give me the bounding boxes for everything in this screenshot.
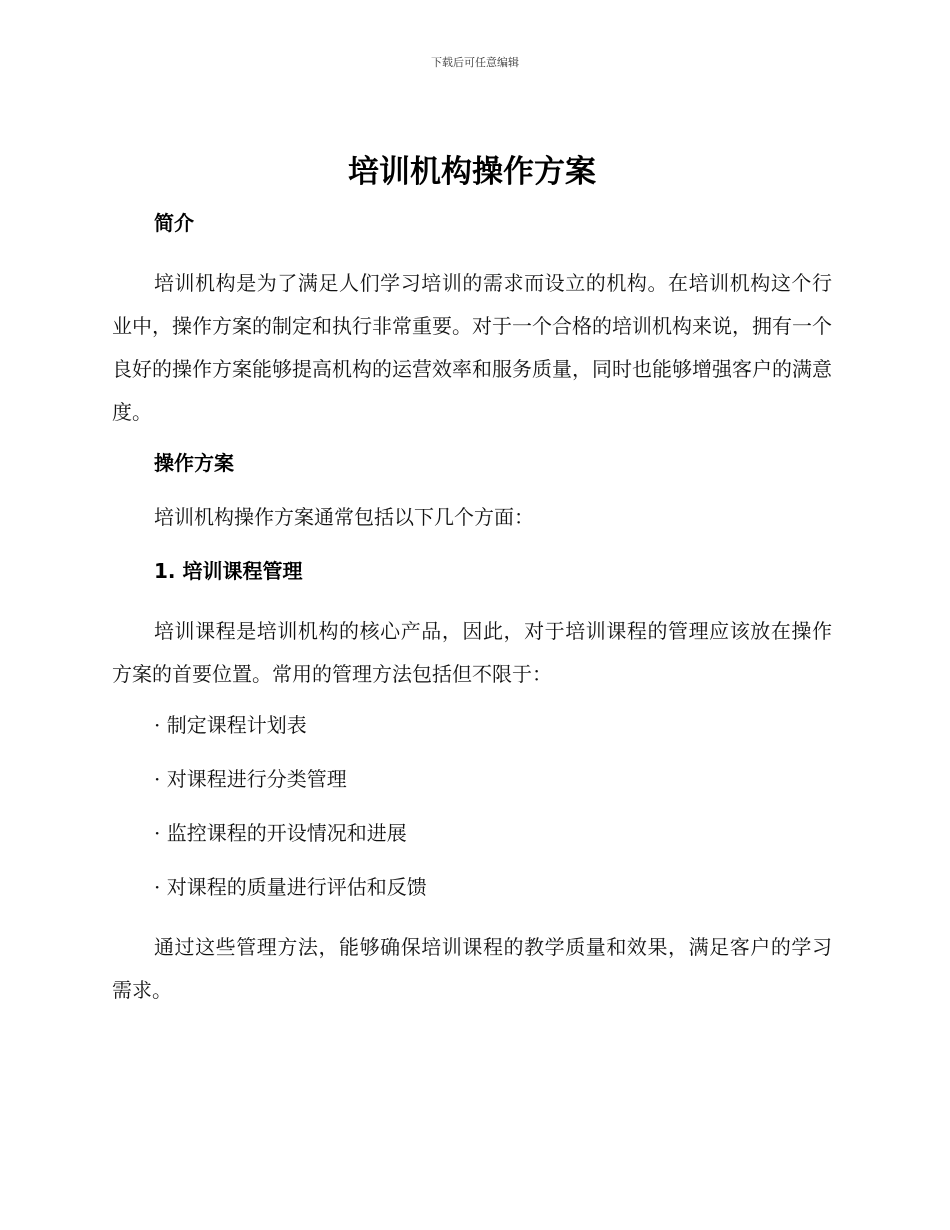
bullet-item: · 制定课程计划表 xyxy=(154,713,307,737)
course-paragraph: 培训课程是培训机构的核心产品，因此，对于培训课程的管理应该放在操作方案的首要位置。常用的管理方法包括但不限于： xyxy=(112,619,832,686)
plan-heading: 操作方案 xyxy=(154,451,234,475)
intro-heading: 简介 xyxy=(154,211,194,235)
course-heading: 1. 培训课程管理 xyxy=(154,559,303,583)
bullet-item: · 对课程进行分类管理 xyxy=(154,767,347,791)
document-body xyxy=(112,148,832,1023)
bullet-item: · 对课程的质量进行评估和反馈 xyxy=(154,875,427,899)
bullet-item: · 监控课程的开设情况和进展 xyxy=(154,821,407,845)
closing-paragraph: 通过这些管理方法，能够确保培训课程的教学质量和效果，满足客户的学习需求。 xyxy=(112,935,832,1002)
header-note: 下载后可任意编辑 xyxy=(431,56,519,69)
intro-paragraph: 培训机构是为了满足人们学习培训的需求而设立的机构。在培训机构这个行业中，操作方案的制定和执行非常重要。对于一个合格的培训机构来说，拥有一个良好的操作方案能够提高机构的运营效率和服务质量，同时也能够增强客户的满意度。 xyxy=(112,271,832,424)
document-title: 培训机构操作方案 xyxy=(348,154,596,190)
plan-paragraph: 培训机构操作方案通常包括以下几个方面： xyxy=(154,505,534,529)
